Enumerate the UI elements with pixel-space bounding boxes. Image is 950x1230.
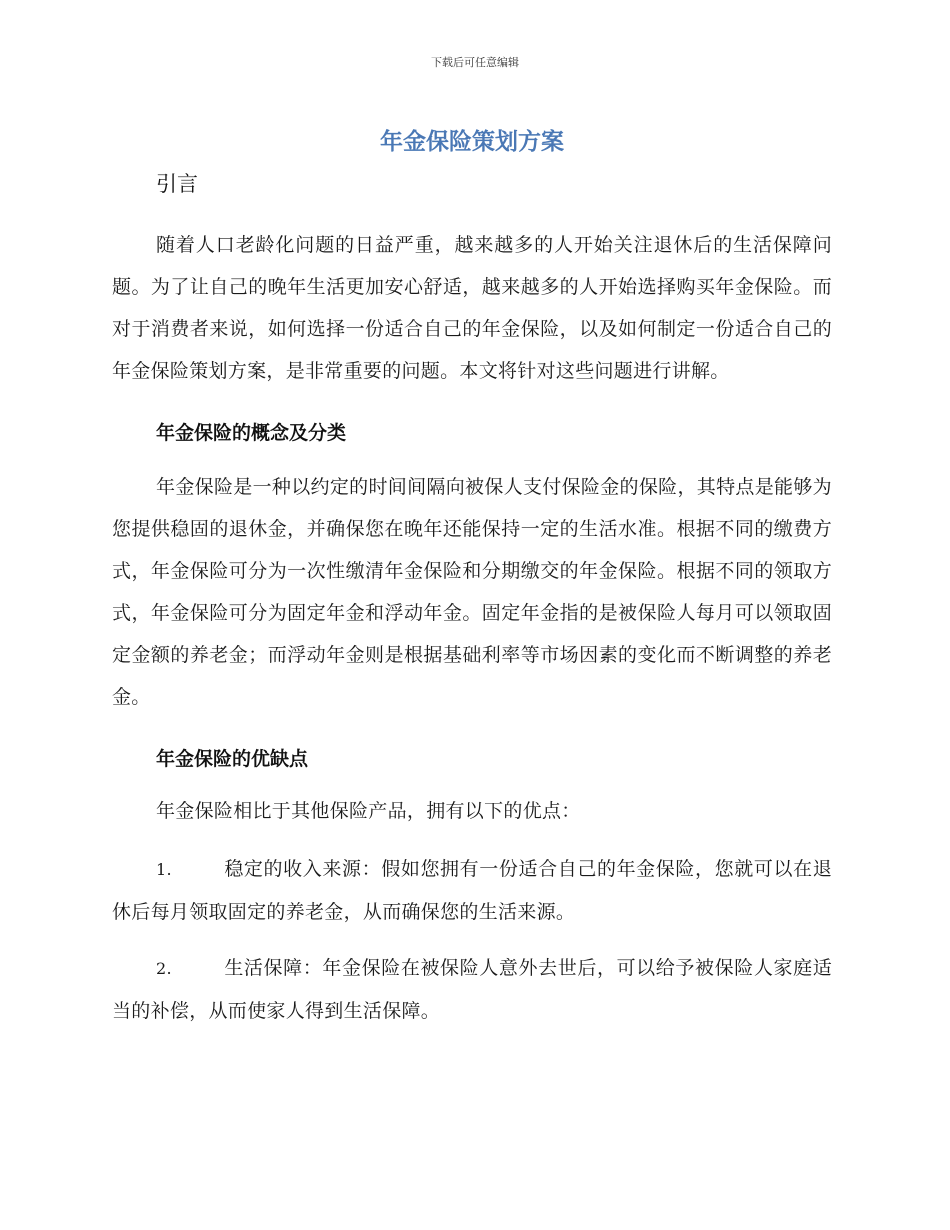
pros-intro-paragraph: 年金保险相比于其他保险产品，拥有以下的优点： — [156, 800, 581, 822]
list-item — [112, 947, 832, 1032]
list-item-number: 1. — [156, 860, 172, 879]
list-item-text: 稳定的收入来源：假如您拥有一份适合自己的年金保险，您就可以在退休后每月领取固定的养老金，从而确保您的生活来源。 — [112, 858, 832, 923]
intro-paragraph: 随着人口老龄化问题的日益严重，越来越多的人开始关注退休后的生活保障问题。为了让自己的晚年生活更加安心舒适，越来越多的人开始选择购买年金保险。而对于消费者来说，如何选择一份适合自己的年金保险，以及如何制定一份适合自己的年金保险策划方案，是非常重要的问题。本文将针对这些问题进行讲解。 — [112, 234, 832, 382]
document-body — [112, 122, 832, 1032]
list-item — [112, 848, 832, 933]
concept-paragraph: 年金保险是一种以约定的时间间隔向被保人支付保险金的保险，其特点是能够为您提供稳固的退休金，并确保您在晚年还能保持一定的生活水准。根据不同的缴费方式，年金保险可分为一次性缴清年金保险和分期缴交的年金保险。根据不同的领取方式，年金保险可分为固定年金和浮动年金。固定年金指的是被保险人每月可以领取固定金额的养老金；而浮动年金则是根据基础利率等市场因素的变化而不断调整的养老金。 — [112, 476, 832, 708]
list-item-text: 生活保障：年金保险在被保险人意外去世后，可以给予被保险人家庭适当的补偿，从而使家人得到生活保障。 — [112, 957, 832, 1022]
concept-heading: 年金保险的概念及分类 — [156, 422, 347, 444]
pros-heading: 年金保险的优缺点 — [156, 748, 309, 770]
intro-heading: 引言 — [156, 172, 198, 196]
document-title: 年金保险策划方案 — [380, 129, 564, 155]
list-item-number: 2. — [156, 959, 172, 978]
header-note: 下载后可任意编辑 — [431, 56, 519, 69]
